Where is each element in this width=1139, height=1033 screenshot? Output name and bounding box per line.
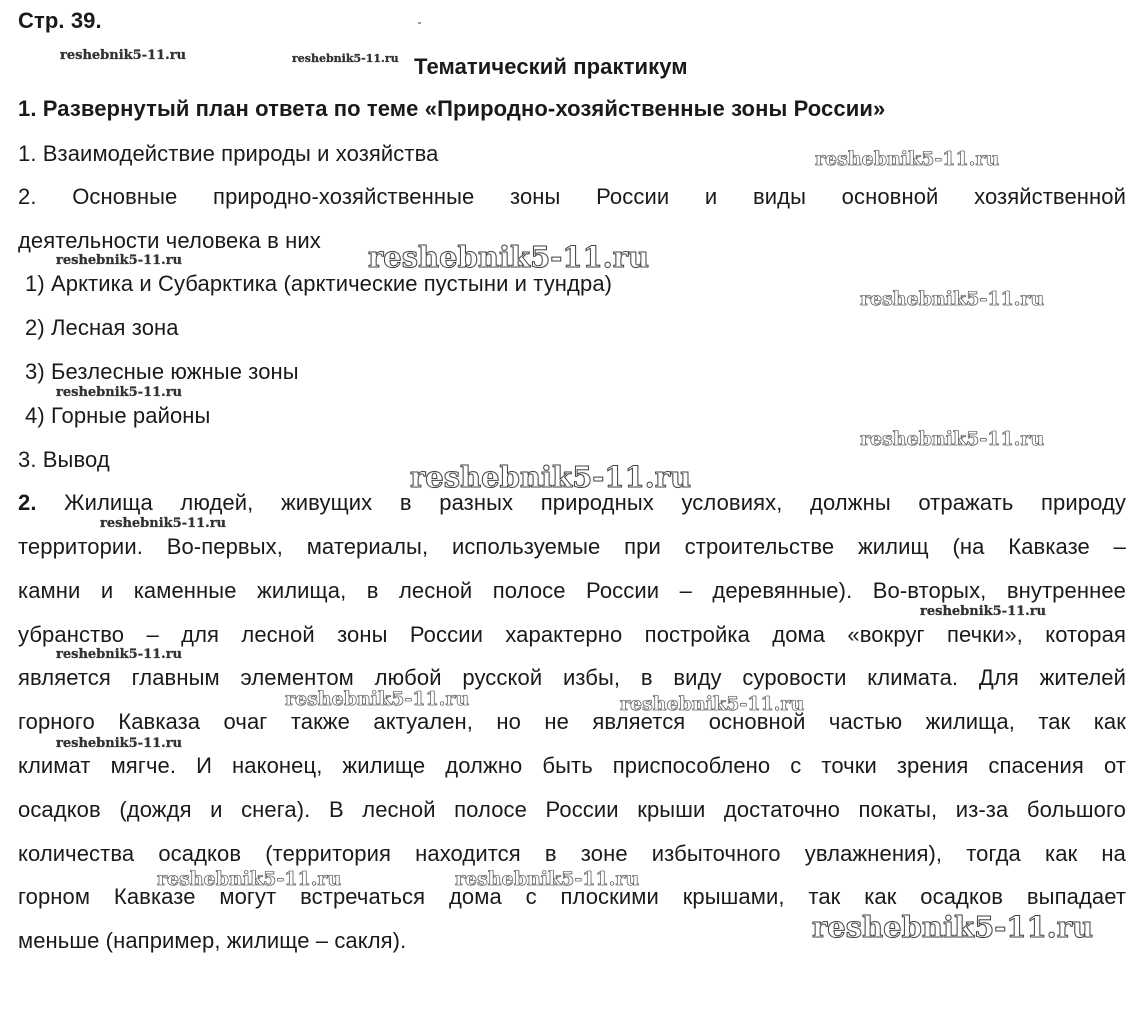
plan-item-1: 1. Взаимодействие природы и хозяйства (18, 141, 439, 166)
plan-subitem-2: 2) Лесная зона (25, 315, 179, 340)
watermark: reshebnik5-11.ru (812, 910, 1094, 944)
watermark: reshebnik5-11.ru (292, 52, 399, 65)
watermark: reshebnik5-11.ru (368, 240, 650, 274)
task2-line-3: камни и каменные жилища, в лесной полосе России – деревянные). Во-вторых, внутреннее (18, 578, 1126, 603)
task2-line-7: климат мягче. И наконец, жилище должно быть приспособлено с точки зрения спасения от (18, 753, 1126, 778)
watermark: reshebnik5-11.ru (620, 693, 805, 715)
watermark: reshebnik5-11.ru (157, 868, 342, 890)
plan-item-2-line-1: 2. Основные природно-хозяйственные зоны России и виды основной хозяйственной (18, 184, 1126, 209)
page-number: Стр. 39. (18, 8, 102, 33)
plan-subitem-1: 1) Арктика и Субарктика (арктические пустыни и тундра) (25, 271, 613, 296)
watermark: reshebnik5-11.ru (455, 868, 640, 890)
task2-line-5: является главным элементом любой русской избы, в виду суровости климата. Для жителей (18, 665, 1126, 690)
watermark: reshebnik5-11.ru (56, 385, 183, 400)
task2-last-line: меньше (например, жилище – сакля). (18, 928, 407, 953)
task2-line-8: осадков (дождя и снега). В лесной полосе России крыши достаточно покаты, из-за большого (18, 797, 1126, 822)
stray-dot (418, 22, 421, 24)
watermark: reshebnik5-11.ru (60, 48, 187, 63)
plan-subitem-3: 3) Безлесные южные зоны (25, 359, 299, 384)
task2-line-1-text: Жилища людей, живущих в разных природных условиях, должны отражать природу (36, 490, 1126, 515)
watermark: reshebnik5-11.ru (410, 460, 692, 494)
plan-subitem-4: 4) Горные районы (25, 403, 211, 428)
watermark: reshebnik5-11.ru (860, 288, 1045, 310)
watermark: reshebnik5-11.ru (860, 428, 1045, 450)
plan-item-3: 3. Вывод (18, 447, 110, 472)
task2-line-6: горного Кавказа очаг также актуален, но не является основной частью жилища, так как (18, 709, 1126, 734)
task2-line-4: убранство – для лесной зоны России характерно постройка дома «вокруг печки», которая (18, 622, 1126, 647)
task2-line-10: горном Кавказе могут встречаться дома с плоскими крышами, так как осадков выпадает (18, 884, 1126, 909)
watermark: reshebnik5-11.ru (56, 253, 183, 268)
task2-number: 2. (18, 490, 37, 515)
watermark: reshebnik5-11.ru (285, 688, 470, 710)
watermark: reshebnik5-11.ru (815, 148, 1000, 170)
watermark: reshebnik5-11.ru (56, 647, 183, 662)
task2-line-9: количества осадков (территория находится в зоне избыточного увлажнения), тогда как на (18, 841, 1126, 866)
watermark: reshebnik5-11.ru (920, 604, 1047, 619)
section-title: Тематический практикум (414, 54, 688, 79)
watermark: reshebnik5-11.ru (56, 736, 183, 751)
task2-line-2: территории. Во-первых, материалы, используемые при строительстве жилищ (на Кавказе – (18, 534, 1126, 559)
watermark: reshebnik5-11.ru (100, 516, 227, 531)
plan-item-2-line-2: деятельности человека в них (18, 228, 321, 253)
task1-heading: 1. Развернутый план ответа по теме «Природно-хозяйственные зоны России» (18, 96, 886, 121)
